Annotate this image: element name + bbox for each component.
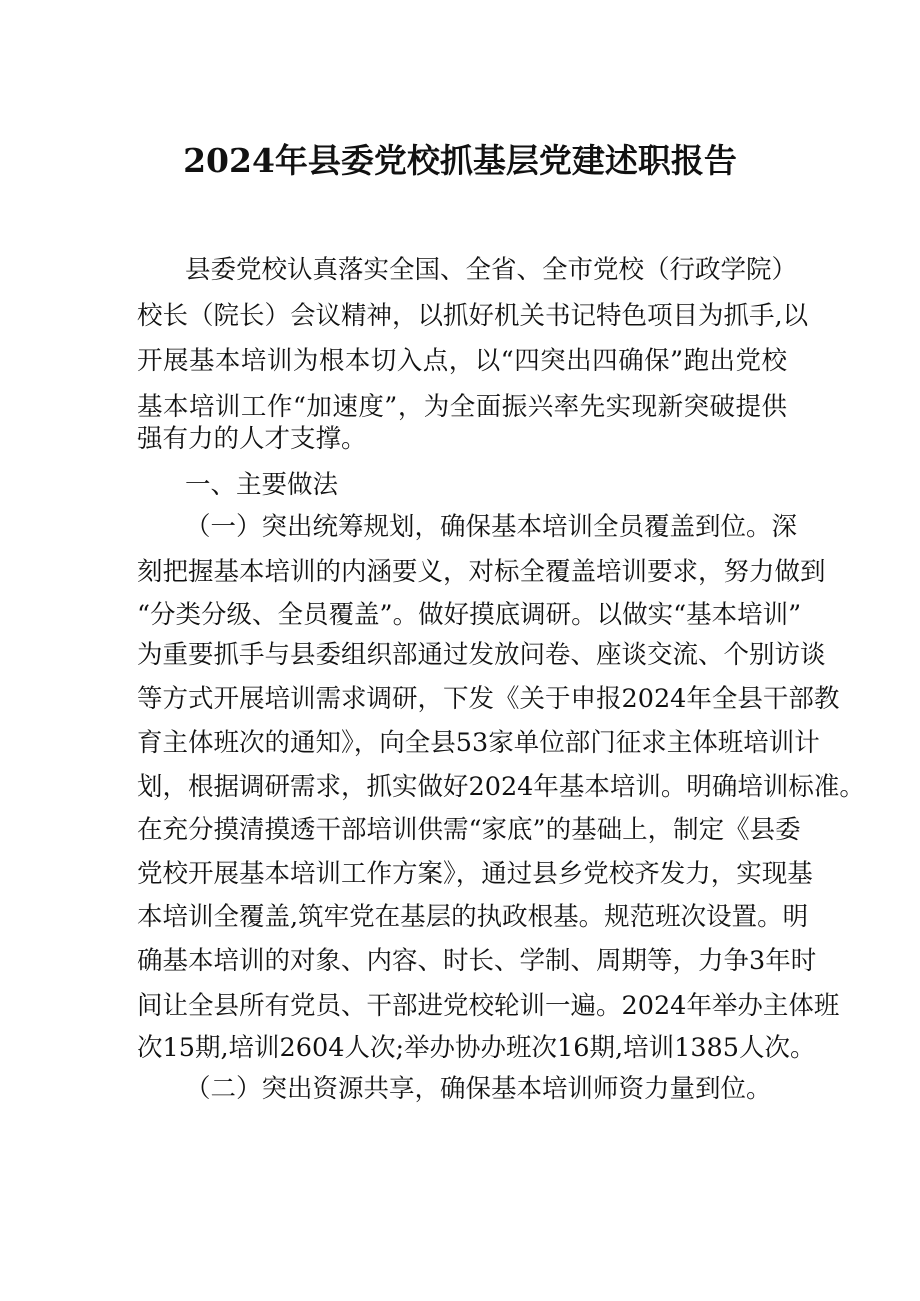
paragraph-line-5: 强有力的人才支撑。 <box>137 424 367 454</box>
paragraph-line-20: （二）突出资源共享，确保基本培训师资力量到位。 <box>185 1074 772 1104</box>
paragraph-line-8: 刻把握基本培训的内涵要义，对标全覆盖培训要求，努力做到 <box>137 557 826 587</box>
paragraph-line-7: （一）突出统筹规划，确保基本培训全员覆盖到位。深 <box>185 512 798 542</box>
paragraph-line-1: 县委党校认真落实全国、全省、全市党校（行政学院） <box>185 255 798 285</box>
paragraph-line-15: 党校开展基本培训工作方案》，通过县乡党校齐发力，实现基 <box>137 859 813 889</box>
paragraph-line-18: 间让全县所有党员、干部进党校轮训一遍。2024年举办主体班 <box>137 991 840 1021</box>
paragraph-line-14: 在充分摸清摸透干部培训供需“家底”的基础上，制定《县委 <box>137 815 801 845</box>
paragraph-line-9: “分类分级、全员覆盖”。做好摸底调研。以做实“基本培训” <box>137 600 802 630</box>
section-heading: 一、主要做法 <box>185 470 339 500</box>
paragraph-line-19: 次15期,培训2604人次;举办协办班次16期,培训1385人次。 <box>137 1033 816 1063</box>
paragraph-line-2: 校长（院长）会议精神，以抓好机关书记特色项目为抓手,以 <box>137 301 809 331</box>
paragraph-line-12: 育主体班次的通知》，向全县53家单位部门征求主体班培训计 <box>137 728 820 758</box>
paragraph-line-16: 本培训全覆盖,筑牢党在基层的执政根基。规范班次设置。明 <box>137 902 809 932</box>
document-title: 2024年县委党校抓基层党建述职报告 <box>183 141 737 180</box>
paragraph-line-11: 等方式开展培训需求调研，下发《关于申报2024年全县干部教 <box>137 684 840 714</box>
paragraph-line-17: 确基本培训的对象、内容、时长、学制、周期等，力争3年时 <box>137 946 817 976</box>
paragraph-line-10: 为重要抓手与县委组织部通过发放问卷、座谈交流、个别访谈 <box>137 640 826 670</box>
paragraph-line-13: 划，根据调研需求，抓实做好2024年基本培训。明确培训标准。 <box>137 772 865 802</box>
paragraph-line-4: 基本培训工作“加速度”，为全面振兴率先实现新突破提供 <box>137 392 787 422</box>
paragraph-line-3: 开展基本培训为根本切入点，以“四突出四确保”跑出党校 <box>137 346 787 376</box>
